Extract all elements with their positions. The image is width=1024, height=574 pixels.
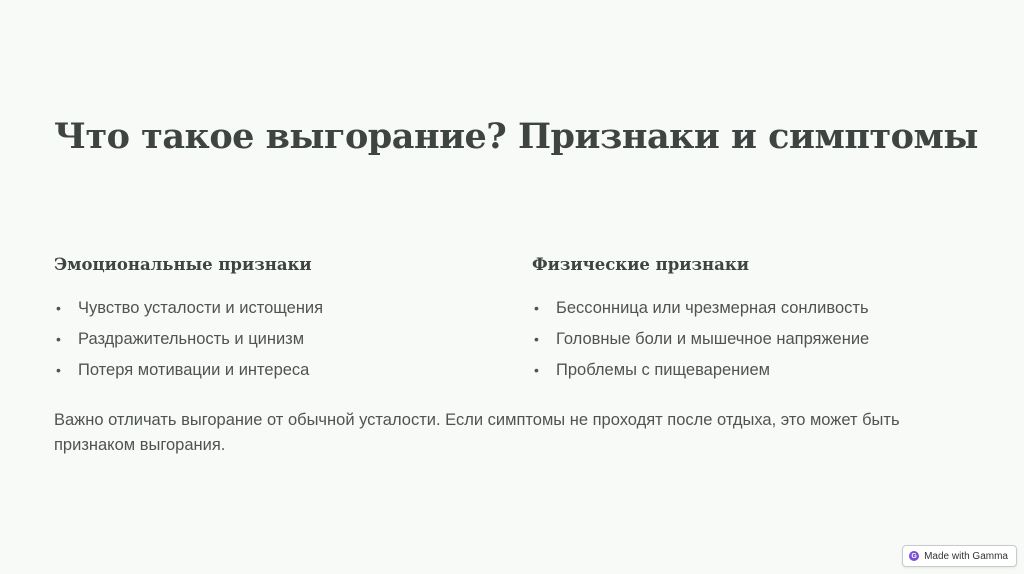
summary-note: Важно отличать выгорание от обычной усталости. Если симптомы не проходят после отдыха, это может быть признаком выгорания. bbox=[54, 411, 900, 454]
list-item-text: Чувство усталости и истощения bbox=[78, 299, 324, 317]
list-item bbox=[54, 355, 494, 386]
physical-signs-column bbox=[532, 255, 972, 386]
list-item bbox=[54, 324, 494, 355]
list-item-text: Проблемы с пищеварением bbox=[556, 361, 771, 379]
emotional-signs-column bbox=[54, 255, 494, 386]
bullet-list bbox=[532, 293, 972, 386]
bullet-icon: • bbox=[56, 362, 61, 378]
list-item-text: Раздражительность и цинизм bbox=[78, 330, 305, 348]
bullet-list bbox=[54, 293, 494, 386]
bullet-icon: • bbox=[56, 331, 61, 347]
bullet-icon: • bbox=[534, 362, 539, 378]
bullet-icon: • bbox=[56, 300, 61, 316]
list-item-text: Потеря мотивации и интереса bbox=[78, 361, 310, 379]
bullet-icon: • bbox=[534, 300, 539, 316]
gamma-logo-icon: G bbox=[909, 551, 919, 561]
list-item bbox=[532, 355, 972, 386]
list-item-text: Головные боли и мышечное напряжение bbox=[556, 330, 870, 348]
page-title: Что такое выгорание? Признаки и симптомы bbox=[54, 116, 978, 157]
column-heading: Физические признаки bbox=[532, 255, 749, 274]
list-item bbox=[54, 293, 494, 324]
bullet-icon: • bbox=[534, 331, 539, 347]
badge-label: Made with Gamma bbox=[924, 550, 1008, 562]
made-with-gamma-badge[interactable] bbox=[902, 545, 1017, 567]
list-item bbox=[532, 293, 972, 324]
column-heading: Эмоциональные признаки bbox=[54, 255, 312, 274]
list-item bbox=[532, 324, 972, 355]
list-item-text: Бессонница или чрезмерная сонливость bbox=[556, 299, 869, 317]
